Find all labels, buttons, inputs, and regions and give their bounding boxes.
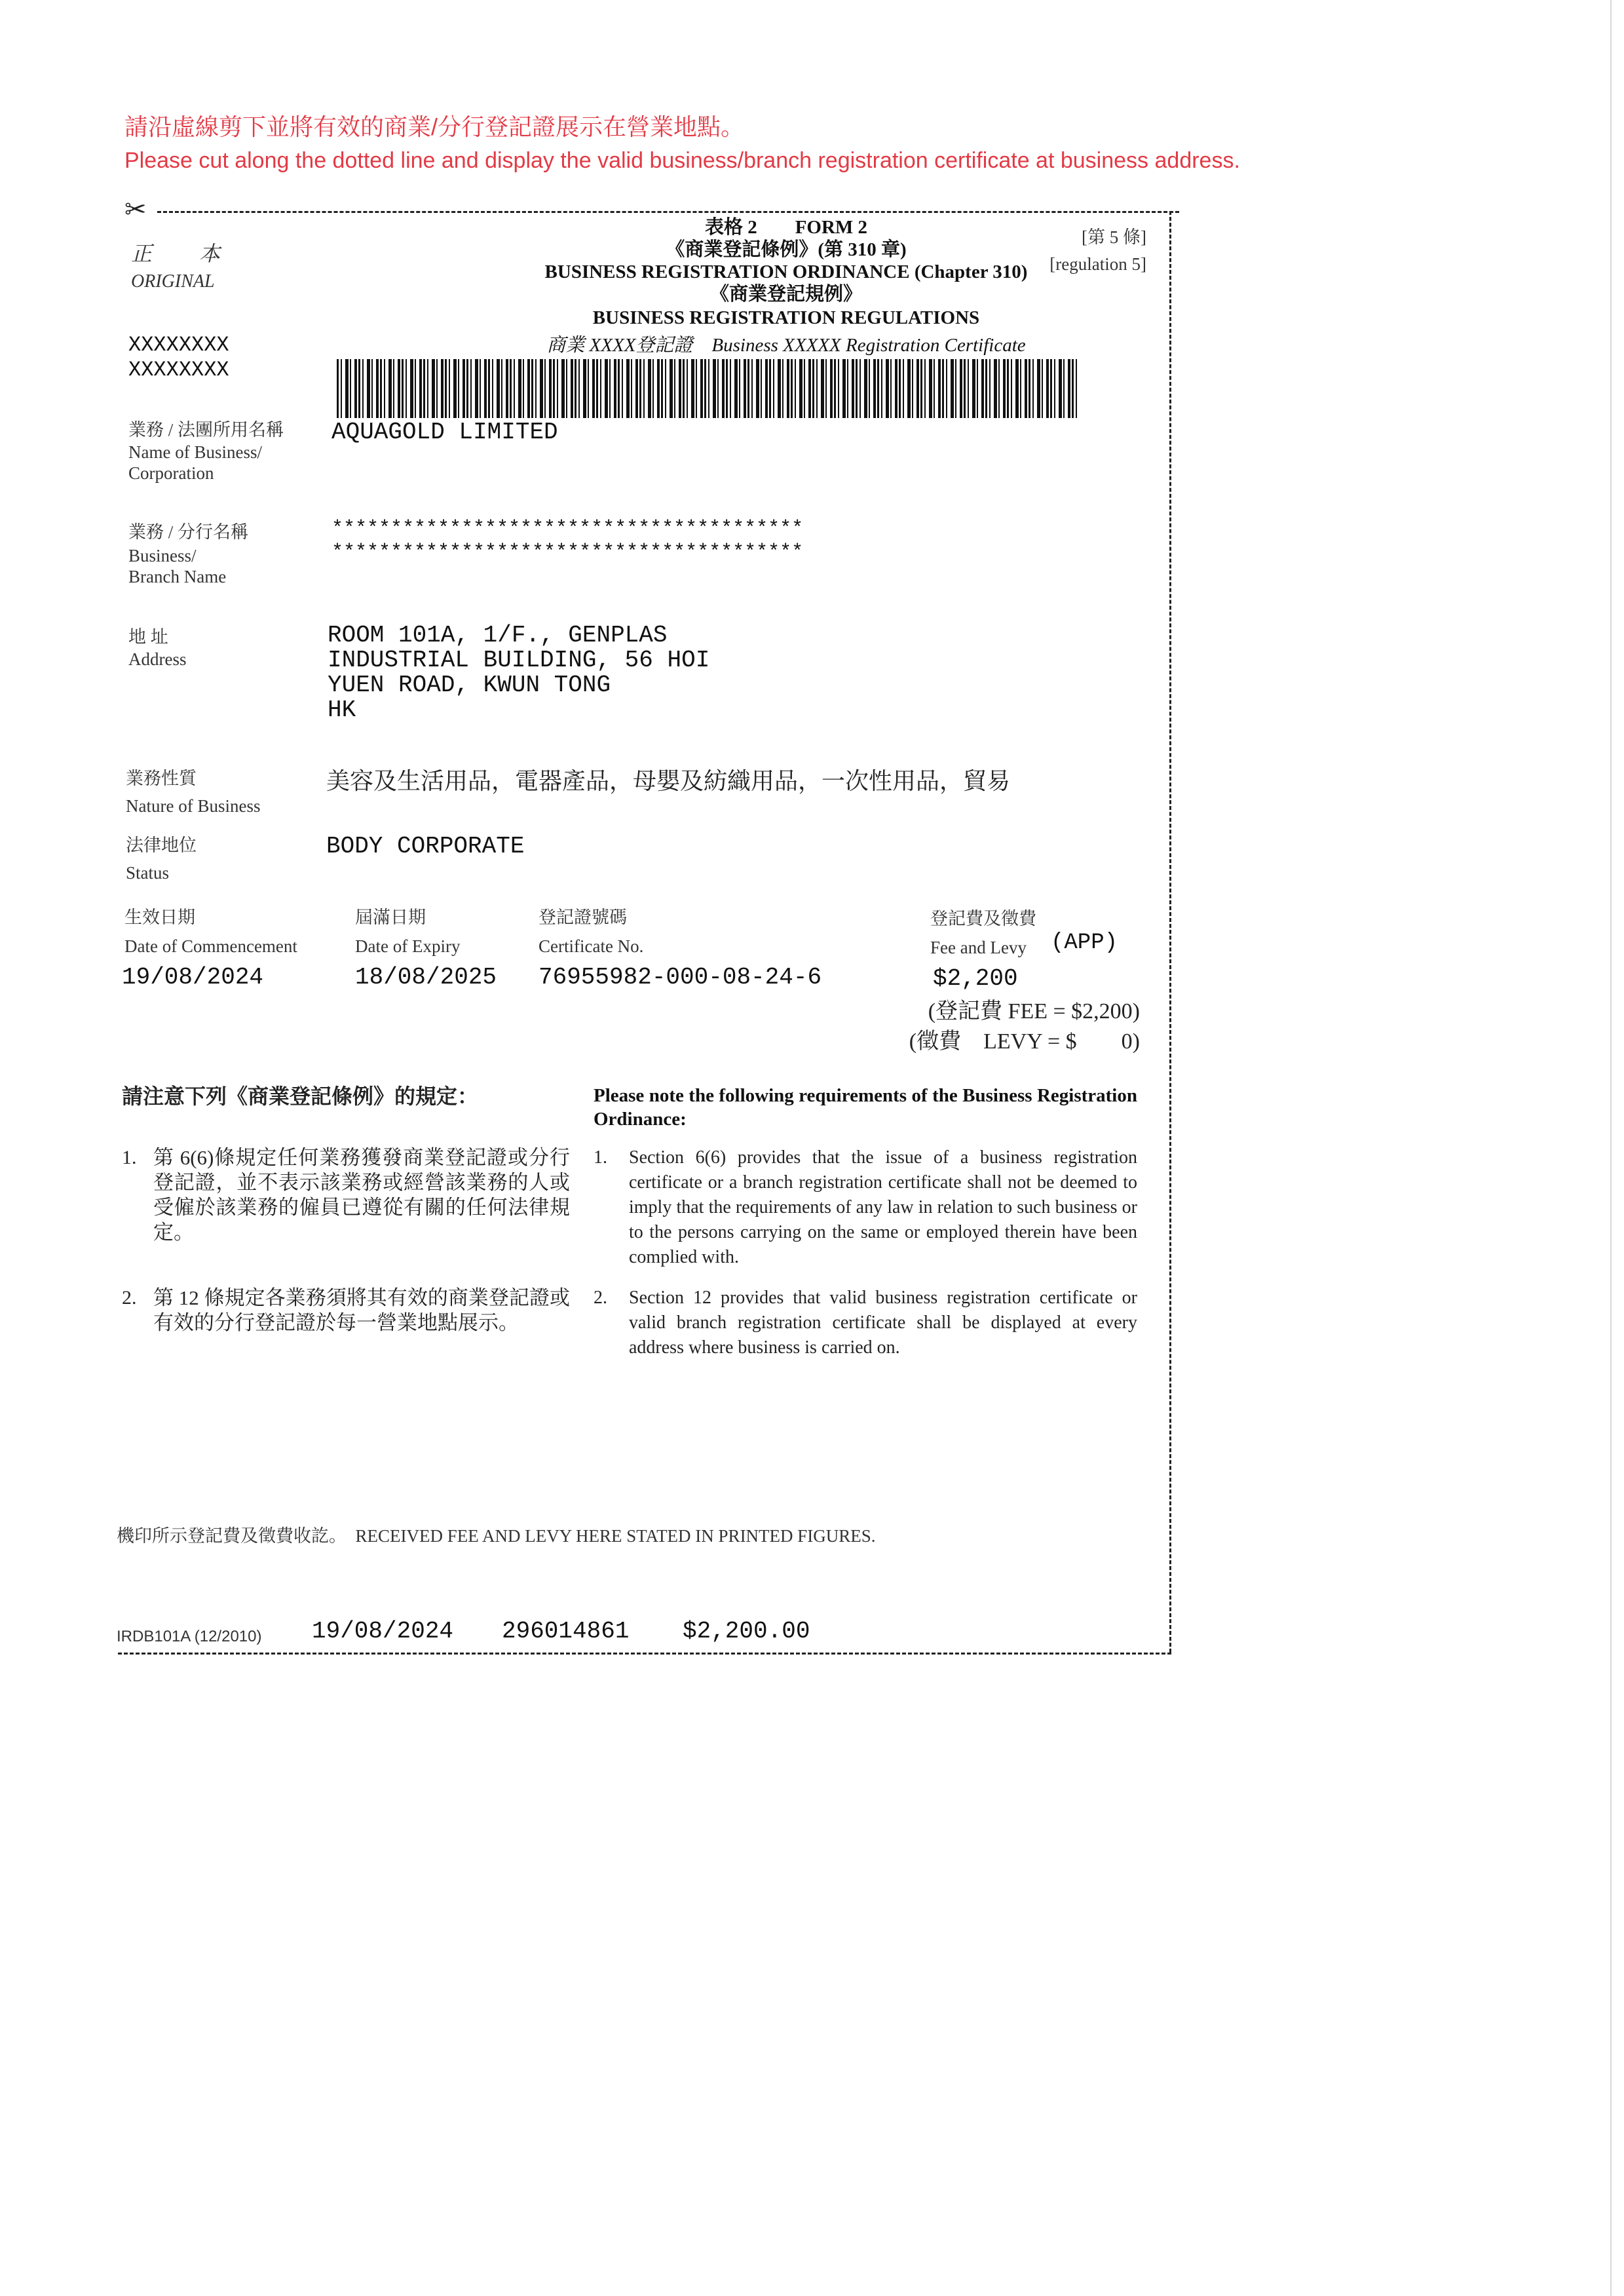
original-zh: 正 本 — [131, 242, 234, 265]
status-label-en: Status — [126, 863, 170, 883]
received-statement: 機印所示登記費及徵費收訖。 RECEIVED FEE AND LEVY HERE STATED IN PRINTED FIGURES. — [117, 1526, 876, 1546]
ordinance-zh: 《商業登記條例》(第 310 章) — [666, 239, 907, 260]
fee-label-zh: 登記費及徵費 — [930, 909, 1036, 928]
commencement-label-en: Date of Commencement — [124, 936, 297, 956]
notes-title-zh: 請注意下列《商業登記條例》的規定： — [122, 1084, 479, 1108]
regulations-zh: 《商業登記規例》 — [709, 284, 862, 305]
note-zh-1: 第 6(6)條規定任何業務獲發商業登記證或分行登記證，並不表示該業務或經營該業務的人或受僱於該業務的僱員已遵從有關的任何法律規定。 — [153, 1146, 570, 1244]
ref-code-1: XXXXXXXX — [128, 333, 229, 357]
barcode — [337, 359, 1077, 418]
name-label-zh: 業務 / 法團所用名稱 — [128, 420, 284, 440]
branch-label-en-2: Branch Name — [128, 567, 227, 586]
note-en-2-num: 2. — [594, 1288, 607, 1308]
status-label-zh: 法律地位 — [126, 835, 197, 855]
form-line: 表格 2 FORM 2 — [704, 217, 868, 238]
original-en: ORIGINAL — [131, 271, 215, 292]
scan-edge — [1610, 0, 1612, 2296]
section-zh: [第 5 條] — [1082, 227, 1146, 247]
branch-name-line-2: **************************************** — [331, 541, 804, 564]
instruction-zh: 請沿虛線剪下並將有效的商業/分行登記證展示在營業地點。 — [124, 113, 745, 140]
name-label-en-1: Name of Business/ — [128, 442, 262, 462]
expiry-label-zh: 屆滿日期 — [355, 908, 426, 927]
form-code: IRDB101A (12/2010) — [117, 1628, 262, 1645]
note-zh-2: 第 12 條規定各業務須將其有效的商業登記證或有效的分行登記證於每一營業地點展示。 — [153, 1286, 570, 1334]
receipt-number: 296014861 — [502, 1618, 630, 1645]
fee-label-en: Fee and Levy — [930, 938, 1027, 957]
expiry-label-en: Date of Expiry — [355, 936, 461, 956]
commencement-label-zh: 生效日期 — [124, 908, 195, 927]
expiry-date: 18/08/2025 — [355, 964, 497, 991]
address-label-zh: 地 址 — [128, 627, 168, 647]
receipt-date: 19/08/2024 — [312, 1618, 454, 1645]
receipt-amount: $2,200.00 — [683, 1618, 810, 1645]
business-name: AQUAGOLD LIMITED — [331, 419, 558, 446]
certificate-number: 76955982-000-08-24-6 — [538, 964, 822, 991]
scissors-icon: ✂ — [124, 195, 147, 224]
note-en-2: Section 12 provides that valid business registration certificate or valid branch registration certificate shall be displayed at every address where business is carried on. — [629, 1288, 1137, 1358]
commencement-date: 19/08/2024 — [122, 964, 264, 991]
fee-app: (APP) — [1051, 930, 1118, 955]
notes-title-en: Please note the following requirements of the Business Registration Ordinance: — [594, 1085, 1137, 1130]
note-zh-2-num: 2. — [122, 1287, 137, 1309]
instruction-en: Please cut along the dotted line and display the valid business/branch registration certificate at business address. — [124, 148, 1240, 173]
branch-name-line-1: **************************************** — [331, 518, 804, 540]
address-line-4: HK — [328, 697, 356, 723]
levy-breakdown: (徵費 LEVY = $ 0) — [909, 1029, 1140, 1054]
fee-amount: $2,200 — [933, 965, 1018, 992]
cut-line-top — [157, 211, 1179, 213]
note-zh-1-num: 1. — [122, 1147, 137, 1168]
note-en-1: Section 6(6) provides that the issue of a business registration certificate or a branch registration certificate shall not be deemed to imply that the requirements of any law in relation to such business or to the persons carrying on the same or employed therein have been complied with. — [629, 1147, 1137, 1267]
cert-no-label-en: Certificate No. — [538, 936, 644, 956]
address-line-3: YUEN ROAD, KWUN TONG — [328, 672, 611, 698]
cut-line-bottom — [118, 1653, 1171, 1655]
note-en-1-num: 1. — [594, 1147, 607, 1168]
ordinance-en: BUSINESS REGISTRATION ORDINANCE (Chapter 310) — [544, 261, 1028, 282]
certificate-title: 商業 XXXX登記證 Business XXXXX Registration Certificate — [546, 335, 1026, 356]
cert-no-label-zh: 登記證號碼 — [538, 908, 627, 927]
regulations-en: BUSINESS REGISTRATION REGULATIONS — [592, 307, 980, 328]
nature-label-en: Nature of Business — [126, 796, 261, 816]
status-value: BODY CORPORATE — [326, 833, 525, 860]
branch-label-zh: 業務 / 分行名稱 — [128, 522, 249, 542]
nature-label-zh: 業務性質 — [126, 769, 197, 788]
fee-breakdown: (登記費 FEE = $2,200) — [928, 999, 1140, 1024]
address-label-en: Address — [128, 649, 187, 669]
address-line-2: INDUSTRIAL BUILDING, 56 HOI — [328, 647, 710, 674]
address-line-1: ROOM 101A, 1/F., GENPLAS — [328, 622, 668, 649]
nature-value: 美容及生活用品，電器產品，母嬰及紡織用品，一次性用品，貿易 — [326, 768, 1011, 794]
cut-line-right — [1169, 211, 1171, 1653]
branch-label-en-1: Business/ — [128, 546, 197, 565]
ref-code-2: XXXXXXXX — [128, 358, 229, 382]
section-en: [regulation 5] — [1049, 254, 1146, 274]
name-label-en-2: Corporation — [128, 463, 214, 483]
